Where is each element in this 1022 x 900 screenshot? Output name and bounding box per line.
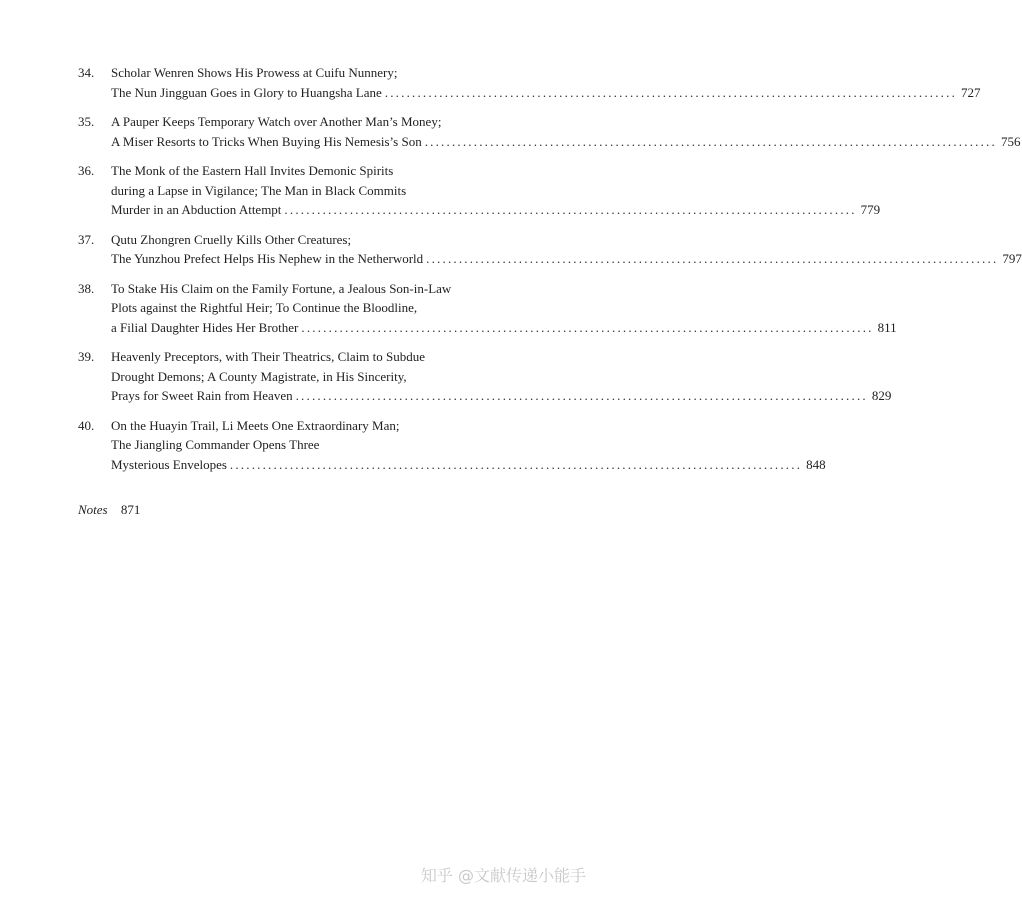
chapter-title-last-line <box>111 83 981 103</box>
chapter-title-line: Plots against the Rightful Heir; To Continue the Bloodline, <box>111 300 418 315</box>
chapter-title-line: a Filial Daughter Hides Her Brother <box>111 319 299 335</box>
dot-leader: ......................................................................................................... <box>295 388 868 403</box>
toc-entry <box>78 112 1021 151</box>
chapter-title-line: Heavenly Preceptors, with Their Theatrics, Claim to Subdue <box>111 349 425 364</box>
chapter-number: 37. <box>78 231 95 247</box>
dot-leader: ......................................................................................................... <box>384 84 958 100</box>
dot-leader: ......................................................................................................... <box>426 251 999 266</box>
table-of-contents <box>78 63 1022 484</box>
chapter-title-line: Drought Demons; A County Magistrate, in His Sincerity, <box>111 368 407 384</box>
chapter-title-line: Prays for Sweet Rain from Heaven <box>111 388 293 403</box>
toc-entry <box>78 161 881 220</box>
chapter-title-line: The Yunzhou Prefect Helps His Nephew in the Netherworld <box>111 251 424 266</box>
dot-leader: ......................................................................................................... <box>284 202 857 217</box>
chapter-title-line: during a Lapse in Vigilance; The Man in Black Commits <box>111 182 407 198</box>
chapter-page-number: 797 <box>1002 251 1022 266</box>
toc-entry <box>78 416 826 475</box>
chapter-title-last-line <box>111 200 881 220</box>
dot-leader: ......................................................................................................... <box>424 133 997 149</box>
toc-entry <box>78 230 1022 269</box>
chapter-page-number: 727 <box>961 84 981 100</box>
chapter-page-number: 779 <box>860 202 881 217</box>
chapter-page-number: 756 <box>1000 133 1021 149</box>
chapter-title-line: Scholar Wenren Shows His Prowess at Cuifu Nunnery; <box>111 65 398 80</box>
chapter-page-number: 829 <box>871 388 892 403</box>
chapter-title-line: Murder in an Abduction Attempt <box>111 202 282 217</box>
chapter-title-last-line <box>111 132 1021 152</box>
chapter-page-number: 811 <box>877 319 897 335</box>
chapter-title-line: Mysterious Envelopes <box>111 456 227 472</box>
watermark: 知乎 @文献传递小能手 <box>420 866 586 885</box>
chapter-title-line: Qutu Zhongren Cruelly Kills Other Creatures; <box>111 231 352 247</box>
notes-page-number: 871 <box>120 502 141 517</box>
chapter-title-line: The Nun Jingguan Goes in Glory to Huangsha Lane <box>111 84 382 100</box>
toc-entry <box>78 347 892 406</box>
chapter-title-last-line <box>111 249 1022 269</box>
chapter-title-line: The Monk of the Eastern Hall Invites Demonic Spirits <box>111 163 394 178</box>
chapter-page-number: 848 <box>806 456 826 472</box>
chapter-title-last-line <box>111 386 892 406</box>
chapter-title-line: A Miser Resorts to Tricks When Buying His Nemesis’s Son <box>111 133 422 149</box>
dot-leader: ......................................................................................................... <box>301 319 874 335</box>
chapter-title-last-line <box>111 318 897 338</box>
toc-entry <box>78 279 897 338</box>
chapter-title-last-line <box>111 455 826 475</box>
chapter-title-line: On the Huayin Trail, Li Meets One Extraordinary Man; <box>111 417 400 433</box>
notes-label: Notes <box>78 502 108 517</box>
chapter-number: 39. <box>78 349 95 364</box>
toc-entry <box>78 63 981 102</box>
notes-entry <box>78 500 140 519</box>
dot-leader: ......................................................................................................... <box>229 456 803 472</box>
chapter-number: 34. <box>78 65 95 80</box>
chapter-number: 40. <box>78 417 95 433</box>
chapter-number: 36. <box>78 163 95 178</box>
chapter-title-line: To Stake His Claim on the Family Fortune, a Jealous Son-in-Law <box>111 280 452 296</box>
chapter-title-line: A Pauper Keeps Temporary Watch over Another Man’s Money; <box>111 114 442 129</box>
chapter-number: 38. <box>78 280 95 296</box>
chapter-title-line: The Jiangling Commander Opens Three <box>111 437 320 452</box>
chapter-number: 35. <box>78 114 95 129</box>
